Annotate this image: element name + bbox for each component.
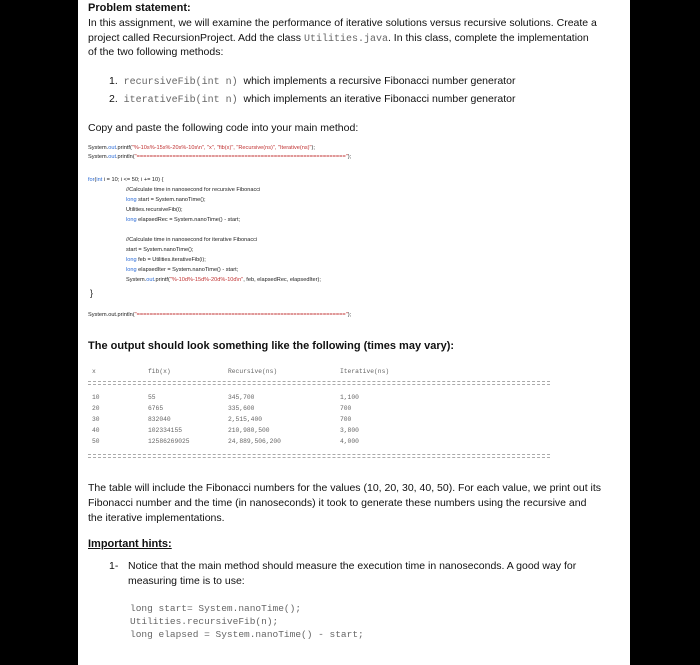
code-keyword: long [126,217,137,223]
code-token: ); [311,145,315,151]
code-token: , feb, elapsedRec, elapsedIter); [243,277,321,283]
code-keyword: long [126,257,137,263]
class-filename: Utilities.java [303,34,388,45]
hints-heading: Important hints: [88,538,172,550]
code-token: System. [88,145,109,151]
table-cell: 4,000 [340,438,359,445]
method-signature: recursiveFib(int n) [123,77,238,88]
code-token: start = System.nanoTime(); [136,197,206,203]
code-token: elapsedRec = System.nanoTime() - start; [136,217,241,223]
method-description: which implements an iterative Fibonacci number generator [243,93,516,105]
table-top-divider [88,384,550,385]
table-cell: 210,980,500 [228,427,270,434]
table-cell: 700 [340,416,352,423]
intro-line-3: of the two following methods: [88,46,224,58]
table-cell: 832040 [148,416,171,423]
table-cell: 20 [92,405,100,412]
code-token: ); [347,154,352,160]
hint-text-line: measuring time is to use: [128,575,245,587]
code-token: out [108,154,116,160]
problem-heading: Problem statement: [88,2,191,14]
table-header-fib: fib(x) [148,368,171,375]
table-cell: 30 [92,416,100,423]
table-desc-line: The table will include the Fibonacci numbers for the values (10, 20, 30, 40, 50). For each value, we print out its [88,482,602,494]
code-comment: //Calculate time in nanosecond for iterative Fibonacci [126,237,258,243]
table-cell: 102334155 [148,427,183,434]
hint-code-line: long elapsed = System.nanoTime() - start; [130,629,364,640]
code-line [126,265,238,276]
hint-number: 1- [109,560,119,572]
method-number: 1. [109,75,118,87]
code-token: System.out.println( [88,312,135,318]
table-header-recursive: Recursive(ns) [228,368,278,375]
intro-line-1: In this assignment, we will examine the performance of iterative solutions versus recursive solutions. Create a [88,17,597,29]
method-item-1 [109,75,515,88]
code-keyword: int [96,177,103,183]
code-token: ); [347,312,352,318]
code-line: Utilities.recursiveFib(i); [126,207,183,213]
table-cell: 40 [92,427,100,434]
table-cell: 6765 [148,405,164,412]
table-cell: 55 [148,394,156,401]
code-line [126,215,240,226]
table-cell: 700 [340,405,352,412]
method-signature: iterativeFib(int n) [123,95,238,106]
code-token: out [108,145,116,151]
code-keyword: for [88,177,95,183]
code-close-brace: } [90,288,94,298]
table-cell: 12586269025 [148,438,190,445]
hint-code-line: long start= System.nanoTime(); [130,603,302,614]
code-token: System. [88,154,109,160]
code-line [126,255,206,266]
intro-text-2: . In this class, complete the implementation [387,32,589,44]
method-number: 2. [109,93,118,105]
code-keyword: long [126,197,137,203]
hint-code-line: Utilities.recursiveFib(n); [130,616,279,627]
code-token: System. [126,277,147,283]
table-cell: 335,600 [228,405,255,412]
table-desc-line: Fibonacci number and the time (in nanoseconds) it took to generate these numbers using the recursive and [88,497,587,509]
code-token: elapsedIter = System.nanoTime() - start; [136,267,239,273]
code-keyword: long [126,267,137,273]
table-top-divider [88,381,550,382]
table-desc-line: the iterative implementations. [88,512,225,524]
code-string: "================================================================" [134,312,348,318]
code-token: out [146,277,154,283]
code-line-for [88,175,163,186]
table-cell: 345,700 [228,394,255,401]
table-bottom-divider [88,454,550,455]
intro-text: project called RecursionProject. Add the class [88,32,304,44]
code-line: start = System.nanoTime(); [126,247,194,253]
table-header-x: x [92,368,96,375]
code-token: feb = Utilities.iterativeFib(i); [136,257,206,263]
code-token: ( [94,177,97,183]
code-comment: //Calculate time in nanosecond for recursive Fibonacci [126,187,261,193]
table-cell: 3,800 [340,427,359,434]
code-line [126,195,206,206]
table-bottom-divider [88,457,550,458]
table-cell: 2,515,400 [228,416,263,423]
table-cell: 50 [92,438,100,445]
code-string: "================================================================" [134,154,348,160]
document-page [78,0,630,665]
code-token: .printf( [116,145,132,151]
method-item-2 [109,93,515,106]
hint-text-line: Notice that the main method should measure the execution time in nanoseconds. A good way for [128,560,577,572]
table-cell: 24,889,506,200 [228,438,281,445]
code-line-println2 [88,310,351,321]
code-line-println [88,152,351,163]
table-header-iterative: Iterative(ns) [340,368,390,375]
code-string: "%-10d%-15d%-20d%-10d\n" [169,277,244,283]
intro-line-2 [88,32,589,45]
copy-instruction: Copy and paste the following code into your main method: [88,122,359,134]
code-token: .println( [116,154,135,160]
method-description: which implements a recursive Fibonacci number generator [243,75,516,87]
output-heading: The output should look something like the following (times may vary): [88,340,455,352]
table-cell: 10 [92,394,100,401]
code-string: "%-10s%-15s%-20s%-10s\n", "x", "fib(x)", "Recursive(ns)", "Iterative(ns)" [131,145,312,151]
code-token: .printf( [154,277,170,283]
code-token: i = 10; i <= 50; i += 10) { [102,177,164,183]
table-cell: 1,100 [340,394,359,401]
code-line-printf2 [126,275,321,286]
